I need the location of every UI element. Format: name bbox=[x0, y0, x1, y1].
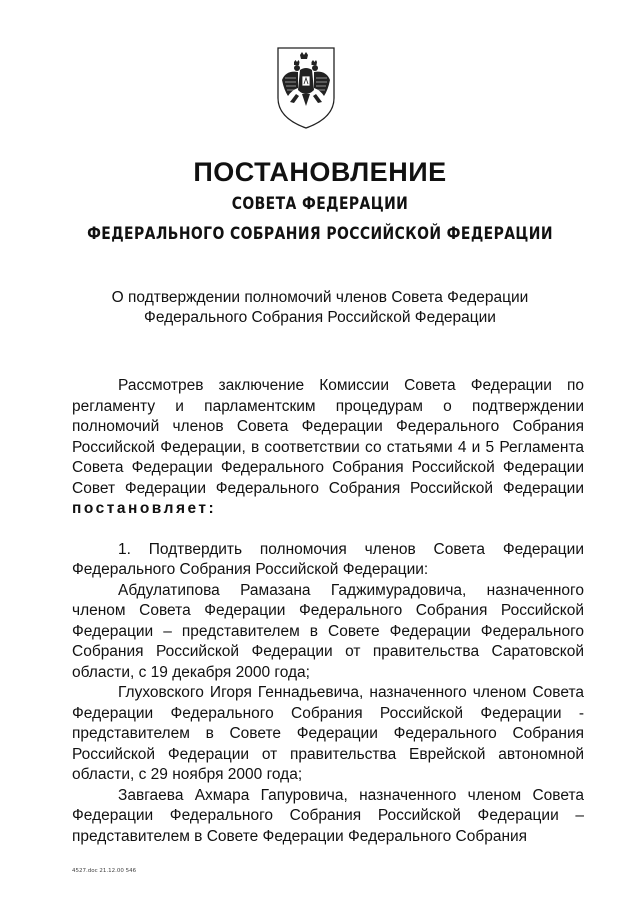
coat-of-arms-icon bbox=[274, 46, 338, 130]
decree-word: постановляет: bbox=[72, 500, 217, 517]
issuer-line-2: ФЕДЕРАЛЬНОГО СОБРАНИЯ РОССИЙСКОЙ ФЕДЕРАЦИИ bbox=[87, 224, 553, 244]
document-subject bbox=[60, 288, 580, 328]
item-1-paragraph: 1. Подтвердить полномочия членов Совета Федерации Федерального Собрания Российской Федерации: bbox=[72, 540, 584, 578]
document-body bbox=[72, 376, 584, 847]
issuer-line-1: СОВЕТА ФЕДЕРАЦИИ bbox=[231, 194, 409, 214]
document-title: ПОСТАНОВЛЕНИЕ bbox=[193, 157, 447, 187]
preamble-paragraph bbox=[72, 376, 584, 520]
member-paragraph-3: Завгаева Ахмара Гапуровича, назначенного членом Совета Федерации Федерального Собрания Российской Федерации – представителем в Совете Федерации Федерального Собрания bbox=[72, 786, 584, 845]
member-paragraph-2: Глуховского Игоря Геннадьевича, назначенного членом Совета Федерации Федерального Собрания Российской Федерации - представителем в Совете Федерации Федерального Собрания Российской Федерации от правительства Еврейской автономной области, с 29 ноября 2000 года; bbox=[72, 684, 584, 783]
subject-line-2: Федерального Собрания Российской Федерации bbox=[144, 309, 496, 326]
member-paragraph-1: Абдулатипова Рамазана Гаджимурадовича, назначенного членом Совета Федерации Федерального Собрания Российской Федерации – представителем в Совете Федерации Федерального Собрания Российской Федерации от правительства Саратовской области, с 19 декабря 2000 года; bbox=[72, 581, 584, 681]
preamble-text: Рассмотрев заключение Комиссии Совета Федерации по регламенту и парламентским процедурам о подтверждении полномочий членов Совета Федерации Федерального Собрания Российской Федерации, в соответствии со статьями 4 и 5 Регламента Совета Федерации Федерального Собрания Российской Федерации Совет Федерации Федерального Собрания Российской Федерации bbox=[72, 377, 584, 497]
subject-line-1: О подтверждении полномочий членов Совета Федерации bbox=[111, 289, 529, 306]
footer-file-code: 4527.doc 21.12.00 546 bbox=[72, 868, 137, 874]
